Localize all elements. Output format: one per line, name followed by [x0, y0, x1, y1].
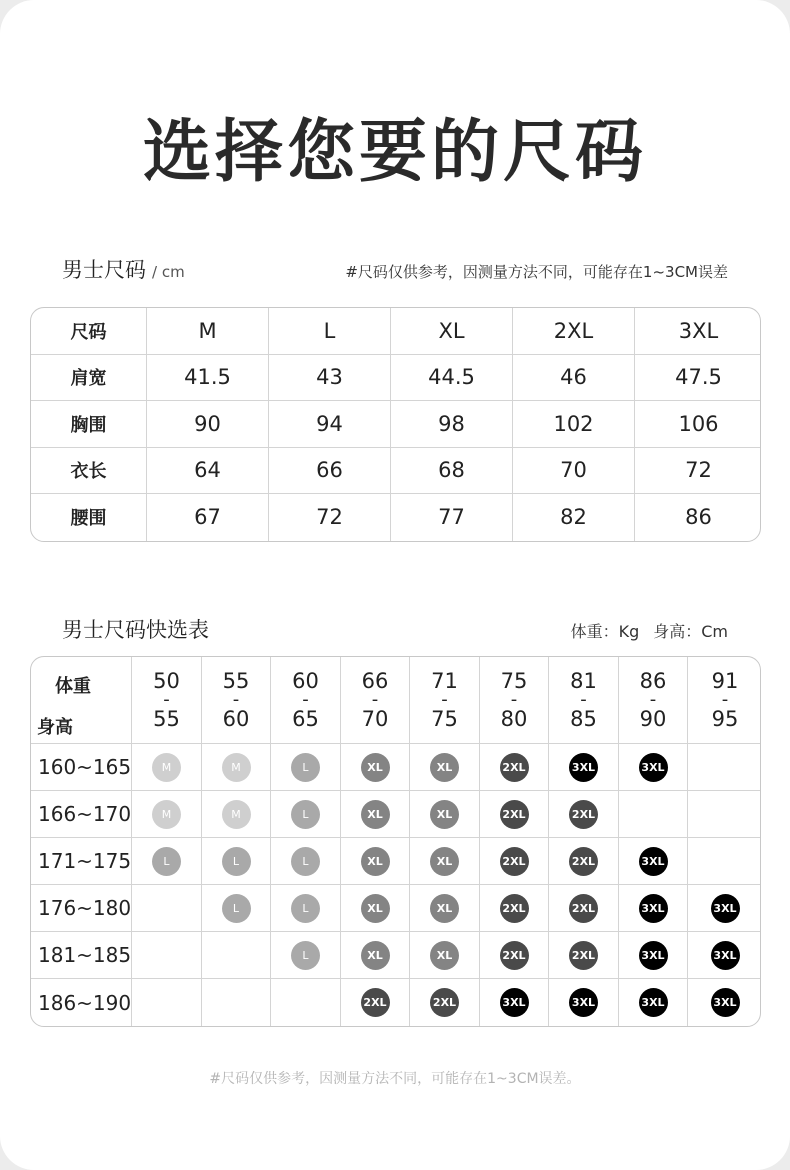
size-cell: [271, 838, 341, 885]
size-cell: [549, 791, 619, 838]
measure-label: 胸围: [31, 401, 147, 448]
measure-value: 67: [147, 494, 269, 541]
size-cell: [202, 838, 271, 885]
size-cell: [480, 979, 549, 1026]
size-table-header-cell: XL: [391, 308, 513, 355]
size-badge: XL: [430, 894, 459, 923]
height-range-label: 181~185: [31, 932, 132, 979]
size-badge: XL: [430, 847, 459, 876]
size-table-header-cell: 3XL: [635, 308, 761, 355]
size-cell: [688, 744, 761, 791]
measure-label: 衣长: [31, 448, 147, 495]
size-cell: [549, 932, 619, 979]
size-cell: [341, 932, 410, 979]
footer-note: #尺码仅供参考，因测量方法不同，可能存在1~3CM误差。: [209, 1071, 581, 1087]
size-section-note: #尺码仅供参考，因测量方法不同，可能存在1~3CM误差: [345, 263, 728, 281]
measure-value: 98: [391, 401, 513, 448]
size-cell: [132, 838, 202, 885]
measure-value: 106: [635, 401, 761, 448]
measure-value: 72: [635, 448, 761, 495]
size-badge: 2XL: [430, 988, 459, 1017]
size-cell: [341, 885, 410, 932]
weight-from: 91: [711, 669, 739, 693]
size-badge: 2XL: [569, 894, 598, 923]
size-badge: M: [222, 753, 251, 782]
size-table-header-cell: L: [269, 308, 391, 355]
size-table-row: [31, 494, 761, 541]
size-cell: [271, 979, 341, 1026]
size-badge: L: [222, 894, 251, 923]
measure-label: 肩宽: [31, 355, 147, 402]
size-cell: [202, 932, 271, 979]
size-table-row: [31, 448, 761, 495]
corner-height-label: 身高: [37, 717, 73, 738]
size-cell: [619, 979, 688, 1026]
quick-table: [31, 657, 761, 1026]
measure-label: 腰围: [31, 494, 147, 541]
size-section-title-group: [62, 254, 185, 284]
measure-value: 90: [147, 401, 269, 448]
measure-value: 41.5: [147, 355, 269, 402]
weight-from: 50: [153, 669, 180, 693]
quick-table-header-row: [31, 657, 761, 744]
size-badge: 2XL: [361, 988, 390, 1017]
quick-section-title: 男士尺码快选表: [62, 618, 209, 642]
weight-to: 75: [431, 707, 458, 731]
weight-from: 81: [570, 669, 597, 693]
weight-dash: -: [510, 689, 518, 710]
size-cell: [688, 979, 761, 1026]
size-badge: 3XL: [711, 941, 740, 970]
weight-to: 80: [500, 707, 528, 731]
size-badge: M: [152, 753, 181, 782]
weight-dash: -: [232, 689, 240, 710]
size-badge: 2XL: [500, 753, 529, 782]
size-badge: XL: [430, 800, 459, 829]
height-range-label: 171~175: [31, 838, 132, 885]
size-cell: [132, 791, 202, 838]
size-cell: [549, 885, 619, 932]
quick-table-row: [31, 791, 761, 838]
weight-dash: -: [302, 689, 309, 710]
weight-dash: -: [580, 689, 587, 710]
measure-value: 94: [269, 401, 391, 448]
weight-to: 65: [292, 707, 319, 731]
weight-range-header: [480, 657, 549, 744]
size-cell: [410, 932, 480, 979]
size-cell: [410, 885, 480, 932]
size-badge: 3XL: [639, 988, 668, 1017]
size-cell: [619, 791, 688, 838]
size-cell: [132, 979, 202, 1026]
size-badge: L: [222, 847, 251, 876]
size-cell: [549, 979, 619, 1026]
size-table-header-cell: 2XL: [513, 308, 635, 355]
size-badge: XL: [361, 800, 390, 829]
measure-value: 72: [269, 494, 391, 541]
weight-to: 70: [361, 707, 389, 731]
measure-value: 46: [513, 355, 635, 402]
height-unit: 身高：Cm: [653, 622, 728, 641]
size-cell: [688, 791, 761, 838]
size-badge: XL: [361, 753, 390, 782]
weight-to: 55: [153, 707, 180, 731]
weight-unit: 体重：Kg: [570, 622, 640, 641]
weight-to: 85: [570, 707, 597, 731]
size-cell: [132, 885, 202, 932]
size-badge: L: [291, 941, 320, 970]
weight-from: 71: [431, 669, 458, 693]
size-cell: [480, 838, 549, 885]
size-cell: [410, 979, 480, 1026]
weight-to: 95: [711, 707, 739, 731]
size-cell: [688, 885, 761, 932]
weight-dash: -: [721, 689, 729, 710]
size-badge: 2XL: [500, 941, 529, 970]
measure-value: 64: [147, 448, 269, 495]
weight-range-header: [132, 657, 202, 744]
quick-table-container: [30, 656, 761, 1027]
measure-value: 77: [391, 494, 513, 541]
weight-range-header: [619, 657, 688, 744]
weight-dash: -: [163, 689, 170, 710]
size-badge: 2XL: [569, 847, 598, 876]
size-table: [31, 308, 761, 541]
quick-table-row: [31, 744, 761, 791]
size-badge: 3XL: [639, 894, 668, 923]
height-range-label: 160~165: [31, 744, 132, 791]
size-badge: 3XL: [500, 988, 529, 1017]
weight-from: 75: [500, 669, 528, 693]
size-badge: L: [291, 753, 320, 782]
size-badge: 3XL: [639, 847, 668, 876]
measure-value: 66: [269, 448, 391, 495]
size-cell: [132, 932, 202, 979]
height-range-label: 166~170: [31, 791, 132, 838]
corner-label: [31, 657, 131, 743]
size-badge: 2XL: [500, 894, 529, 923]
size-badge: M: [152, 800, 181, 829]
size-badge: 3XL: [639, 941, 668, 970]
height-range-label: 176~180: [31, 885, 132, 932]
size-cell: [549, 838, 619, 885]
weight-dash: -: [371, 689, 379, 710]
size-table-header-cell: 尺码: [31, 308, 147, 355]
size-cell: [480, 791, 549, 838]
measure-value: 68: [391, 448, 513, 495]
size-cell: [341, 744, 410, 791]
measure-value: 82: [513, 494, 635, 541]
size-section-header: [62, 254, 728, 284]
size-badge: XL: [361, 941, 390, 970]
size-cell: [132, 744, 202, 791]
size-badge: L: [152, 847, 181, 876]
quick-section-units: [571, 619, 728, 642]
weight-dash: -: [649, 689, 657, 710]
weight-range-header: [271, 657, 341, 744]
weight-to: 60: [222, 707, 250, 731]
size-badge: L: [291, 800, 320, 829]
measure-value: 47.5: [635, 355, 761, 402]
weight-from: 60: [292, 669, 319, 693]
size-badge: XL: [430, 753, 459, 782]
measure-value: 44.5: [391, 355, 513, 402]
size-cell: [480, 744, 549, 791]
weight-range-header: [688, 657, 761, 744]
size-cell: [619, 838, 688, 885]
size-badge: XL: [361, 847, 390, 876]
weight-range-header: [410, 657, 480, 744]
size-cell: [271, 791, 341, 838]
quick-section-header: [62, 614, 728, 644]
weight-range-header: [341, 657, 410, 744]
measure-value: 102: [513, 401, 635, 448]
size-cell: [480, 885, 549, 932]
page-title: 选择您要的尺码: [142, 113, 647, 192]
size-cell: [271, 932, 341, 979]
size-badge: 2XL: [500, 800, 529, 829]
size-cell: [202, 979, 271, 1026]
corner-cell: [31, 657, 132, 744]
size-table-header-cell: M: [147, 308, 269, 355]
size-cell: [202, 744, 271, 791]
size-table-row: [31, 355, 761, 402]
weight-from: 55: [222, 669, 250, 693]
size-cell: [619, 885, 688, 932]
size-table-header-row: [31, 308, 761, 355]
size-cell: [271, 744, 341, 791]
size-badge: L: [291, 847, 320, 876]
size-badge: 3XL: [569, 988, 598, 1017]
weight-from: 86: [639, 669, 667, 693]
size-badge: XL: [430, 941, 459, 970]
size-cell: [202, 885, 271, 932]
size-badge: 2XL: [569, 941, 598, 970]
height-range-label: 186~190: [31, 979, 132, 1026]
size-badge: 2XL: [500, 847, 529, 876]
size-badge: 3XL: [569, 753, 598, 782]
size-badge: 2XL: [569, 800, 598, 829]
size-cell: [688, 838, 761, 885]
size-cell: [341, 791, 410, 838]
size-cell: [688, 932, 761, 979]
weight-range-header: [549, 657, 619, 744]
size-cell: [549, 744, 619, 791]
size-badge: 3XL: [711, 988, 740, 1017]
size-table-container: [30, 307, 761, 542]
size-cell: [619, 932, 688, 979]
size-table-row: [31, 401, 761, 448]
weight-range-header: [202, 657, 271, 744]
size-badge: L: [291, 894, 320, 923]
size-cell: [410, 791, 480, 838]
quick-table-row: [31, 932, 761, 979]
size-cell: [410, 838, 480, 885]
size-section-title: 男士尺码: [62, 258, 146, 282]
weight-to: 90: [639, 707, 667, 731]
size-badge: M: [222, 800, 251, 829]
measure-value: 43: [269, 355, 391, 402]
quick-table-row: [31, 979, 761, 1026]
size-cell: [271, 885, 341, 932]
size-cell: [619, 744, 688, 791]
weight-from: 66: [361, 669, 389, 693]
size-unit: / cm: [152, 263, 185, 281]
quick-table-row: [31, 885, 761, 932]
measure-value: 70: [513, 448, 635, 495]
measure-value: 86: [685, 505, 712, 530]
quick-table-row: [31, 838, 761, 885]
size-badge: 3XL: [639, 753, 668, 782]
weight-dash: -: [441, 689, 448, 710]
size-cell: [410, 744, 480, 791]
size-cell: [202, 791, 271, 838]
size-badge: 3XL: [711, 894, 740, 923]
corner-weight-label: 体重: [55, 676, 91, 697]
size-cell: [341, 838, 410, 885]
size-cell: [480, 932, 549, 979]
size-badge: XL: [361, 894, 390, 923]
size-cell: [341, 979, 410, 1026]
